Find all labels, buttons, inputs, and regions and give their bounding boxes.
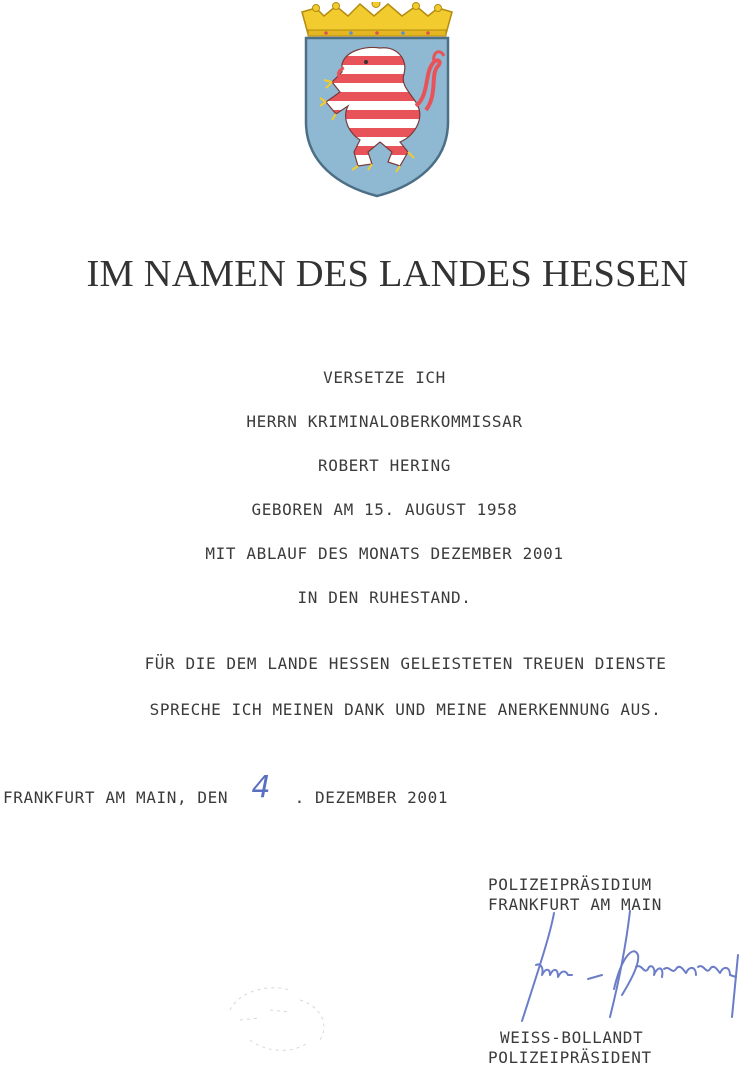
handwritten-day: 4	[251, 770, 272, 805]
signer-title: POLIZEIPRÄSIDENT	[488, 1048, 652, 1067]
hessen-coat-of-arms-icon	[296, 2, 458, 198]
thanks-line-2: SPRECHE ICH MEINEN DANK UND MEINE ANERKENNUNG AUS.	[149, 700, 662, 719]
authority-line-2: FRANKFURT AM MAIN	[488, 895, 662, 914]
handwritten-signature	[510, 905, 741, 1025]
body-line-6: IN DEN RUHESTAND.	[297, 588, 472, 607]
embossed-seal-mark	[210, 970, 350, 1060]
signer-block	[488, 1028, 652, 1068]
body-line-3: ROBERT HERING	[317, 456, 452, 475]
body-line-4: GEBOREN AM 15. AUGUST 1958	[251, 500, 518, 519]
place-date-line	[3, 770, 449, 807]
date-prefix: FRANKFURT AM MAIN, DEN	[3, 788, 229, 807]
thanks-line-1: FÜR DIE DEM LANDE HESSEN GELEISTETEN TREUEN DIENSTE	[144, 654, 667, 673]
crown-icon	[302, 2, 452, 36]
authority-line-1: POLIZEIPRÄSIDIUM	[488, 875, 652, 894]
signer-name: WEISS-BOLLANDT	[500, 1028, 644, 1047]
date-suffix: . DEZEMBER 2001	[294, 788, 449, 807]
document-heading: IM NAMEN DES LANDES HESSEN	[86, 253, 689, 295]
body-line-2: HERRN KRIMINALOBERKOMMISSAR	[246, 412, 523, 431]
body-line-5: MIT ABLAUF DES MONATS DEZEMBER 2001	[205, 544, 564, 563]
body-line-1: VERSETZE ICH	[323, 368, 446, 387]
